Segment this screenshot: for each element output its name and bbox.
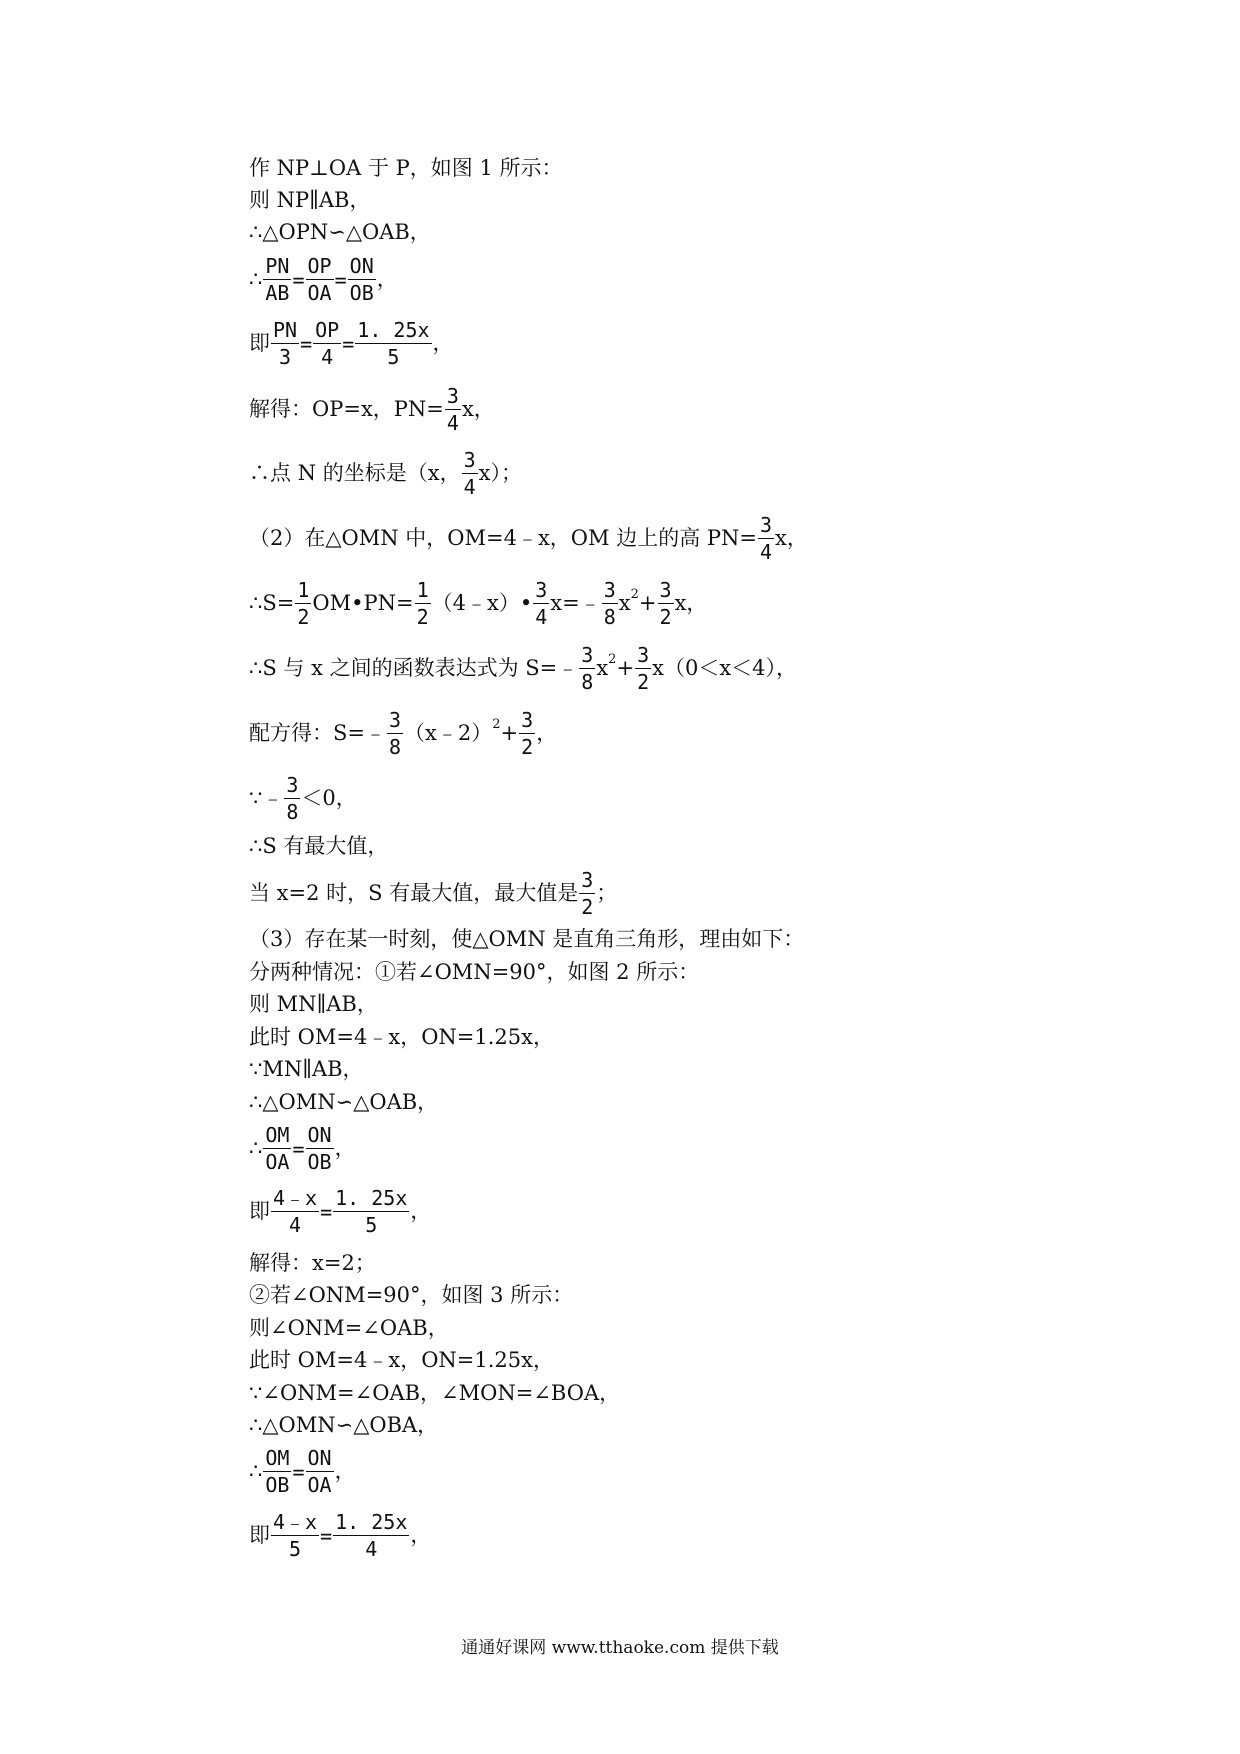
equation-line xyxy=(249,256,398,303)
numerator: 3 xyxy=(446,384,459,408)
text-span: ， xyxy=(334,1459,356,1483)
denominator: 2 xyxy=(659,605,672,629)
equals-sign: = xyxy=(292,1459,305,1484)
equals-sign: = xyxy=(334,267,347,292)
denominator: OA xyxy=(307,281,332,305)
text-span: ∴ xyxy=(249,1136,263,1160)
fraction xyxy=(579,870,595,917)
text-line: ∴△OPN∽△OAB， xyxy=(249,220,431,244)
equation-line xyxy=(249,870,617,917)
equation-line xyxy=(249,450,522,497)
text-span: x=﹣ xyxy=(550,591,601,615)
numerator: OM xyxy=(265,1123,290,1147)
superscript: 2 xyxy=(630,587,639,602)
text-span: 即 xyxy=(249,331,270,355)
text-span: ∴点 N 的坐标是（x， xyxy=(249,461,461,485)
numerator: 1 xyxy=(416,578,429,602)
text-span: x xyxy=(618,591,631,615)
superscript: 2 xyxy=(608,652,617,667)
denominator: AB xyxy=(265,281,290,305)
numerator: 3 xyxy=(659,578,672,602)
numerator: 1. 25x xyxy=(357,318,430,342)
denominator: OB xyxy=(265,1473,290,1497)
fraction xyxy=(635,645,651,692)
numerator: 3 xyxy=(603,578,616,602)
fraction xyxy=(271,1512,319,1559)
text-span: ； xyxy=(596,881,618,905)
text-span: ∴S 与 x 之间的函数表达式为 S=﹣ xyxy=(249,656,579,680)
text-span: + xyxy=(500,721,519,745)
fraction xyxy=(348,256,376,303)
fraction xyxy=(579,645,595,692)
text-span: ， xyxy=(410,1199,432,1223)
numerator: 3 xyxy=(581,643,594,667)
text-span: ， xyxy=(536,721,558,745)
numerator: 4﹣x xyxy=(273,1510,318,1534)
equals-sign: = xyxy=(292,1136,305,1161)
numerator: OP xyxy=(307,254,332,278)
fraction xyxy=(533,580,549,627)
text-line: 此时 OM=4﹣x，ON=1.25x， xyxy=(249,1025,554,1049)
text-line: ∴△OMN∽△OAB， xyxy=(249,1090,439,1114)
equation-line xyxy=(249,1448,356,1495)
equation-line xyxy=(249,775,357,822)
text-span: x， xyxy=(461,397,495,421)
text-span: 当 x=2 时，S 有最大值，最大值是 xyxy=(249,881,579,905)
denominator: 4 xyxy=(365,1537,378,1561)
fraction xyxy=(306,1125,334,1172)
text-line: （3）存在某一时刻，使△OMN 是直角三角形，理由如下： xyxy=(249,927,805,951)
page-footer: 通通好课网 www.tthaoke.com 提供下载 xyxy=(461,1638,779,1658)
equation-line xyxy=(249,515,808,562)
fraction xyxy=(333,1512,409,1559)
denominator: 2 xyxy=(521,735,534,759)
text-span: （2）在△OMN 中，OM=4﹣x，OM 边上的高 PN= xyxy=(249,526,757,550)
denominator: 3 xyxy=(279,345,292,369)
text-span: 即 xyxy=(249,1199,270,1223)
denominator: 2 xyxy=(416,605,429,629)
equation-line xyxy=(249,386,495,433)
denominator: 4 xyxy=(535,605,548,629)
denominator: 2 xyxy=(581,895,594,919)
text-line: ∴S 有最大值， xyxy=(249,834,389,858)
text-line: 则 NP∥AB， xyxy=(249,188,371,212)
fraction xyxy=(295,580,311,627)
text-span: （4﹣x）• xyxy=(431,591,533,615)
denominator: 5 xyxy=(365,1213,378,1237)
denominator: 8 xyxy=(581,670,594,694)
numerator: 3 xyxy=(759,513,773,537)
equation-line xyxy=(249,1125,356,1172)
denominator: 4 xyxy=(759,540,773,564)
numerator: 3 xyxy=(388,708,402,732)
fraction xyxy=(263,1448,291,1495)
fraction xyxy=(387,710,403,757)
text-span: ＜0， xyxy=(301,786,357,810)
denominator: 4 xyxy=(463,475,476,499)
text-span: + xyxy=(616,656,635,680)
denominator: 2 xyxy=(297,605,310,629)
fraction xyxy=(306,256,334,303)
fraction xyxy=(271,320,299,367)
denominator: 8 xyxy=(286,800,299,824)
numerator: 1 xyxy=(297,578,310,602)
numerator: PN xyxy=(265,254,290,278)
text-line: ∴△OMN∽△OBA， xyxy=(249,1413,439,1437)
text-line: ∵MN∥AB， xyxy=(249,1057,364,1081)
equation-line xyxy=(249,1188,431,1235)
fraction xyxy=(658,580,674,627)
denominator: OA xyxy=(307,1473,332,1497)
text-span: ， xyxy=(334,1136,356,1160)
equation-line xyxy=(249,710,557,757)
numerator: ON xyxy=(307,1123,332,1147)
equation-line xyxy=(249,320,454,367)
text-line: 此时 OM=4﹣x，ON=1.25x， xyxy=(249,1348,554,1372)
equals-sign: = xyxy=(342,331,355,356)
numerator: 3 xyxy=(581,868,594,892)
fraction xyxy=(415,580,431,627)
text-line: ∵∠ONM=∠OAB，∠MON=∠BOA， xyxy=(249,1381,621,1405)
fraction xyxy=(271,1188,319,1235)
fraction xyxy=(758,515,774,562)
text-span: 即 xyxy=(249,1523,270,1547)
equals-sign: = xyxy=(292,267,305,292)
numerator: 3 xyxy=(637,643,650,667)
fraction xyxy=(263,256,291,303)
text-span: ， xyxy=(432,331,454,355)
text-span: + xyxy=(638,591,657,615)
fraction xyxy=(445,386,461,433)
text-span: ∴S= xyxy=(249,591,295,615)
text-span: ， xyxy=(376,267,398,291)
denominator: 2 xyxy=(637,670,650,694)
numerator: OM xyxy=(265,1446,290,1470)
fraction xyxy=(333,1188,409,1235)
text-span: ∴ xyxy=(249,267,263,291)
text-span: x）； xyxy=(478,461,522,485)
text-line: ②若∠ONM=90°，如图 3 所示： xyxy=(249,1283,574,1307)
text-line: 分两种情况：①若∠OMN=90°，如图 2 所示： xyxy=(249,960,700,984)
text-line: 则 MN∥AB， xyxy=(249,992,378,1016)
text-span: ∴ xyxy=(249,1459,263,1483)
superscript: 2 xyxy=(492,717,501,732)
numerator: ON xyxy=(349,254,374,278)
fraction xyxy=(263,1125,291,1172)
fraction xyxy=(306,1448,334,1495)
text-line: 解得：x=2； xyxy=(249,1251,376,1275)
text-span: 配方得：S=﹣ xyxy=(249,721,386,745)
numerator: 3 xyxy=(463,448,476,472)
text-span: ， xyxy=(410,1523,432,1547)
fraction xyxy=(355,320,431,367)
numerator: 3 xyxy=(286,773,299,797)
text-span: ∵﹣ xyxy=(249,786,284,810)
denominator: 4 xyxy=(446,411,459,435)
equation-line xyxy=(249,580,707,627)
denominator: 4 xyxy=(289,1213,302,1237)
denominator: OB xyxy=(349,281,374,305)
denominator: 4 xyxy=(321,345,334,369)
denominator: OA xyxy=(265,1150,290,1174)
fraction xyxy=(519,710,535,757)
numerator: 4﹣x xyxy=(273,1186,318,1210)
numerator: OP xyxy=(315,318,340,342)
numerator: 1. 25x xyxy=(335,1186,408,1210)
numerator: ON xyxy=(307,1446,332,1470)
denominator: 8 xyxy=(388,735,402,759)
denominator: OB xyxy=(307,1150,332,1174)
fraction xyxy=(284,775,300,822)
numerator: 3 xyxy=(521,708,534,732)
equals-sign: = xyxy=(300,331,313,356)
text-span: OM•PN= xyxy=(312,591,414,615)
equals-sign: = xyxy=(320,1199,333,1224)
text-span: x xyxy=(596,656,609,680)
denominator: 5 xyxy=(289,1537,302,1561)
fraction xyxy=(602,580,618,627)
text-span: （x﹣2） xyxy=(404,721,493,745)
numerator: 3 xyxy=(535,578,548,602)
equals-sign: = xyxy=(320,1523,333,1548)
equation-line xyxy=(249,645,797,692)
numerator: PN xyxy=(273,318,298,342)
denominator: 5 xyxy=(387,345,400,369)
numerator: 1. 25x xyxy=(335,1510,408,1534)
text-line: 则∠ONM=∠OAB， xyxy=(249,1316,449,1340)
text-span: x（0＜x＜4）， xyxy=(652,656,798,680)
fraction xyxy=(313,320,341,367)
text-line: 作 NP⊥OA 于 P，如图 1 所示： xyxy=(249,156,563,180)
denominator: 8 xyxy=(603,605,616,629)
text-span: x， xyxy=(674,591,708,615)
text-span: 解得：OP=x，PN= xyxy=(249,397,444,421)
text-span: x， xyxy=(775,526,808,550)
equation-line xyxy=(249,1512,431,1559)
fraction xyxy=(462,450,478,497)
